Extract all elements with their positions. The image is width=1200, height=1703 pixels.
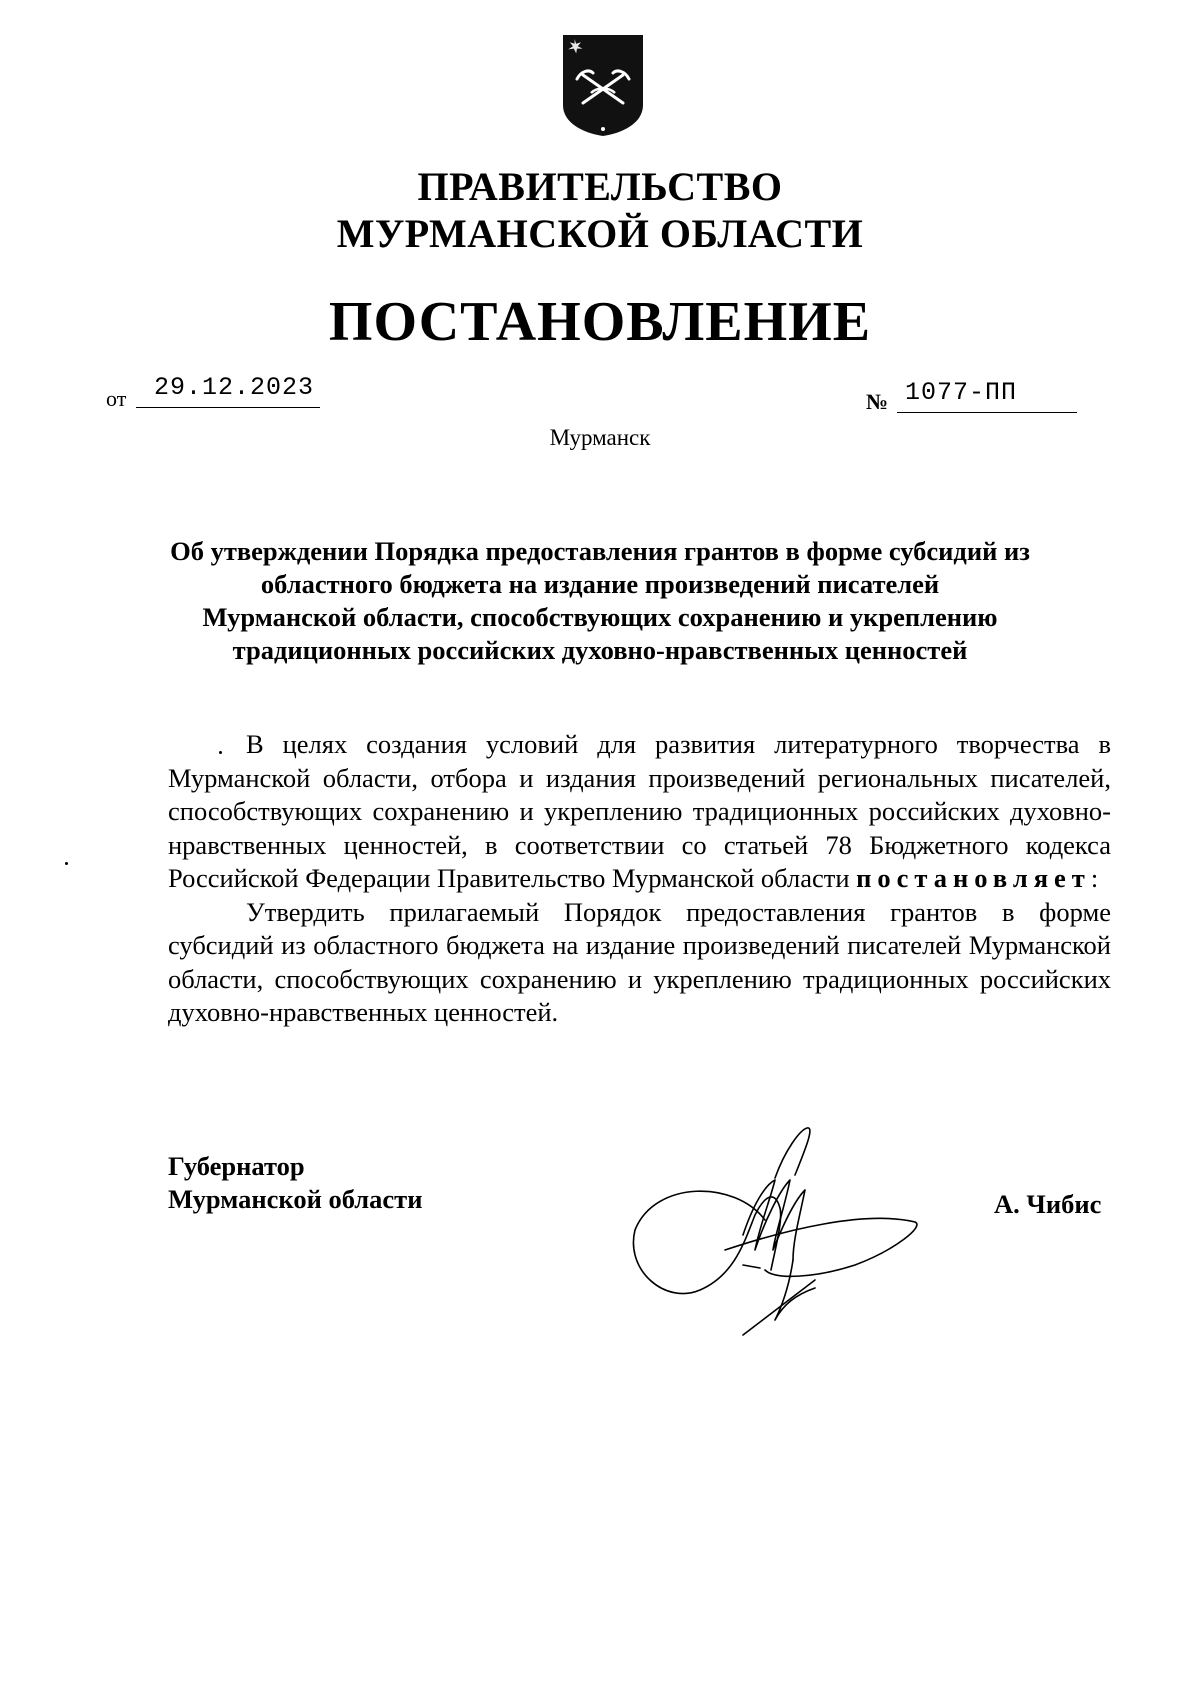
subject-line: областного бюджета на издание произведений писателей xyxy=(260,569,940,599)
handwritten-signature-icon xyxy=(625,1120,925,1340)
date-field xyxy=(136,373,320,408)
document-type-title: ПОСТАНОВЛЕНИЕ xyxy=(328,291,872,353)
scan-artifact xyxy=(65,862,68,865)
number-field xyxy=(897,378,1077,413)
document-body xyxy=(168,728,1111,1030)
organization-name-line-2: МУРМАНСКОЙ ОБЛАСТИ xyxy=(336,211,864,256)
coat-of-arms-icon xyxy=(561,33,645,137)
signer-position-line-2: Мурманской области xyxy=(168,1184,423,1214)
subject-line: традиционных российских духовно-нравственных ценностей xyxy=(232,635,968,665)
document-subject xyxy=(150,535,1050,667)
resolution-paragraph: Утвердить прилагаемый Порядок предоставления грантов в форме субсидий из областного бюджета на издание произведений писателей Мурманской области, способствующих сохранению и укреплению традиционных российских духовно-нравственных ценностей. xyxy=(168,896,1111,1027)
preamble-paragraph xyxy=(168,728,1111,896)
resolution-keyword: постановляет xyxy=(856,863,1091,893)
signer-position xyxy=(168,1150,422,1216)
preamble-text: В целях создания условий для развития литературного творчества в Мурманской области, отбора и издания произведений региональных писателей, способствующих сохранению и укреплению традиционных российских духовно-нравственных ценностей, в соответствии со статьей 78 Бюджетного кодекса Российской Федерации Правительство Мурманской области xyxy=(168,729,1111,893)
number-label: № xyxy=(866,389,889,414)
date-value: 29.12.2023 xyxy=(154,373,315,402)
signer-name: А. Чибис xyxy=(994,1189,1102,1219)
subject-line: Мурманской области, способствующих сохранению и укреплению xyxy=(202,602,998,632)
date-label: от xyxy=(106,386,127,411)
signer-position-line-1: Губернатор xyxy=(168,1151,305,1181)
city-name: Мурманск xyxy=(549,425,651,450)
organization-name-line-1: ПРАВИТЕЛЬСТВО xyxy=(417,164,783,209)
number-value: 1077-ПП xyxy=(905,378,1018,407)
preamble-colon: : xyxy=(1090,863,1099,893)
subject-line: Об утверждении Порядка предоставления грантов в форме субсидий из xyxy=(170,536,1030,566)
scan-artifact xyxy=(219,751,222,754)
